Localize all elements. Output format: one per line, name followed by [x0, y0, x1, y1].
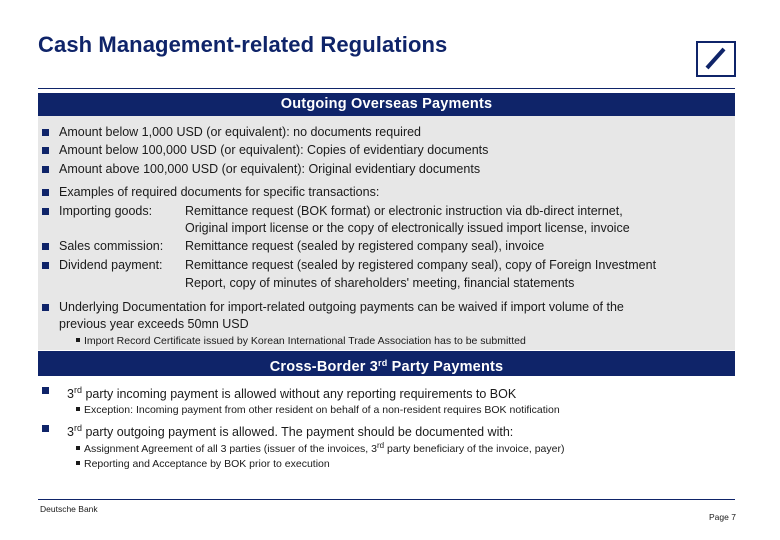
sub-item: Import Record Certificate issued by Korean International Trade Association has to be submitted [76, 335, 526, 347]
list-item-continued: previous year exceeds 50mn USD [59, 317, 249, 331]
list-item: Examples of required documents for specific transactions: [59, 185, 380, 199]
bullet-icon [42, 147, 49, 154]
list-item: 3rd party outgoing payment is allowed. The payment should be documented with: [67, 423, 514, 439]
page-title: Cash Management-related Regulations [38, 32, 448, 57]
page-number: Page 7 [709, 512, 736, 522]
example-label: Dividend payment: [59, 258, 163, 272]
example-label: Sales commission: [59, 239, 164, 253]
list-item: 3rd party incoming payment is allowed without any reporting requirements to BOK [67, 385, 517, 401]
sub-bullet-icon [76, 446, 80, 450]
example-label: Importing goods: [59, 204, 153, 218]
sub-bullet-icon [76, 407, 80, 411]
footer-brand: Deutsche Bank [40, 504, 98, 514]
list-item: Underlying Documentation for import-related outgoing payments can be waived if import volume of the [59, 300, 624, 314]
slash-square-icon [698, 43, 733, 74]
example-text: Report, copy of minutes of shareholders' meeting, financial statements [185, 276, 575, 290]
sub-item: Reporting and Acceptance by BOK prior to execution [76, 458, 330, 470]
bullet-icon [42, 129, 49, 136]
example-text: Original import license or the copy of electronically issued import license, invoice [185, 221, 630, 235]
header-divider [38, 88, 735, 89]
section-heading-outgoing: Outgoing Overseas Payments [38, 93, 735, 116]
bullet-icon [42, 208, 49, 215]
example-text: Remittance request (sealed by registered company seal), invoice [185, 239, 545, 253]
bullet-icon [42, 243, 49, 250]
bullet-icon [42, 166, 49, 173]
list-item: Amount above 100,000 USD (or equivalent): Original evidentiary documents [59, 162, 481, 176]
bullet-icon [42, 304, 49, 311]
sub-item: Assignment Agreement of all 3 parties (issuer of the invoices, 3rd party beneficiary of the invoice, payer) [76, 441, 564, 455]
list-item: Amount below 100,000 USD (or equivalent): Copies of evidentiary documents [59, 143, 489, 157]
sub-bullet-icon [76, 338, 80, 342]
example-text: Remittance request (sealed by registered company seal), copy of Foreign Investment [185, 258, 657, 272]
sub-bullet-icon [76, 461, 80, 465]
bullet-icon [42, 189, 49, 196]
sub-item: Exception: Incoming payment from other resident on behalf of a non-resident requires BOK notification [76, 404, 560, 416]
section-heading-third-party: Cross-Border 3rd Party Payments [38, 351, 735, 376]
bullet-icon [42, 387, 49, 394]
deutsche-bank-logo [696, 41, 736, 77]
example-text: Remittance request (BOK format) or electronic instruction via db-direct internet, [185, 204, 623, 218]
footer-divider [38, 499, 735, 500]
bullet-icon [42, 425, 49, 432]
list-item: Amount below 1,000 USD (or equivalent): no documents required [59, 125, 422, 139]
bullet-icon [42, 262, 49, 269]
